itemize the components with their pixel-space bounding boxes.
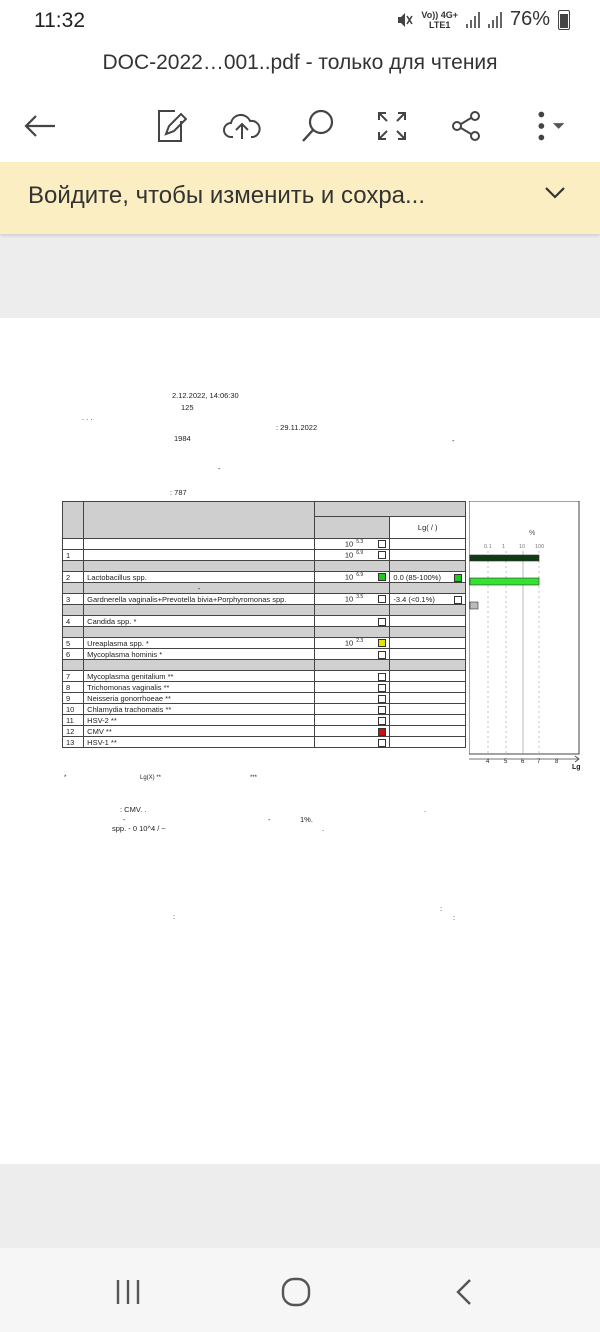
row-lg: [390, 660, 466, 671]
note-spp: spp. - 0 10^4 / ~: [112, 824, 166, 833]
note-dot-2: .: [322, 824, 325, 833]
row-value: [314, 583, 390, 594]
row-lg: [390, 550, 466, 561]
note-dash: -: [123, 815, 126, 824]
row-value: [314, 649, 390, 660]
row-lg: [390, 638, 466, 649]
row-number: 11: [63, 715, 84, 726]
lg-header: Lg( / ): [390, 517, 466, 539]
recent-apps-icon[interactable]: [98, 1272, 158, 1312]
row-number: 12: [63, 726, 84, 737]
row-number: 10: [63, 704, 84, 715]
value-base: 10: [344, 594, 354, 604]
table-row: [63, 594, 466, 605]
row-value: [314, 693, 390, 704]
system-nav-bar: [0, 1248, 600, 1332]
row-name: [84, 627, 315, 638]
pct-tick-label: 100: [535, 544, 545, 550]
note-dash-2: -: [268, 815, 271, 824]
status-checkbox: [378, 573, 386, 581]
table-row: [63, 682, 466, 693]
status-checkbox: [378, 717, 386, 725]
row-name: [84, 660, 315, 671]
row-name: HSV-1 **: [84, 737, 315, 748]
footnote-star3: ***: [250, 775, 258, 781]
bar-gardnerella: [470, 602, 478, 609]
row-value: [314, 704, 390, 715]
table-row: [63, 726, 466, 737]
table-row: [63, 583, 466, 594]
lg-value: 0.0 (85-100%): [393, 572, 441, 582]
status-checkbox: [378, 651, 386, 659]
row-name: [84, 561, 315, 572]
row-name: Neisseria gonorrhoeae **: [84, 693, 315, 704]
row-value: [314, 737, 390, 748]
row-value: [314, 594, 390, 605]
home-icon[interactable]: [266, 1272, 326, 1312]
banner-text: Войдите, чтобы изменить и сохра...: [28, 182, 426, 209]
edit-icon[interactable]: [146, 102, 194, 150]
value-exponent: 6.9: [356, 550, 364, 557]
row-lg: [390, 605, 466, 616]
row-lg: [390, 539, 466, 550]
table-row: [63, 737, 466, 748]
status-icons: [397, 8, 570, 31]
row-number: [63, 539, 84, 550]
table-row: [63, 693, 466, 704]
value-exponent: 3.5: [356, 594, 364, 601]
axis-tick-label: 4: [486, 759, 490, 765]
status-bar: [0, 0, 600, 42]
lg-value: -3.4 (<0.1%): [393, 594, 435, 604]
table-row: [63, 671, 466, 682]
signal-icon: [466, 12, 480, 28]
battery-icon: [558, 10, 570, 30]
row-number: [63, 627, 84, 638]
distribution-chart: [469, 501, 581, 771]
row-lg: [390, 693, 466, 704]
row-value: [314, 660, 390, 671]
row-name: Candida spp. *: [84, 616, 315, 627]
value-exponent: 2.3: [356, 638, 364, 645]
row-lg: [390, 737, 466, 748]
row-lg: [390, 627, 466, 638]
row-name: Ureaplasma spp. *: [84, 638, 315, 649]
share-icon[interactable]: [442, 102, 490, 150]
note-colon-2: :: [173, 912, 176, 921]
pct-tick-label: 1: [502, 544, 506, 550]
status-checkbox: [378, 739, 386, 747]
row-name: Mycoplasma hominis *: [84, 649, 315, 660]
sign-in-banner[interactable]: [0, 162, 600, 234]
row-name: -: [84, 583, 315, 594]
back-icon[interactable]: [434, 1272, 494, 1312]
doc-datetime: 2.12.2022, 14:06:30: [172, 391, 239, 400]
toolbar: [0, 88, 600, 162]
table-row: [63, 550, 466, 561]
status-checkbox: [378, 639, 386, 647]
row-name: Mycoplasma genitalium **: [84, 671, 315, 682]
table-row: [63, 572, 466, 583]
row-number: 13: [63, 737, 84, 748]
bar-lactobacillus: [470, 578, 539, 585]
status-checkbox: [378, 684, 386, 692]
row-name: Gardnerella vaginalis+Prevotella bivia+Porphyromonas spp.: [84, 594, 315, 605]
row-lg: [390, 671, 466, 682]
status-checkbox: [378, 551, 386, 559]
doc-date: : 29.11.2022: [276, 423, 318, 432]
status-checkbox: [378, 695, 386, 703]
value-base: 10: [344, 572, 354, 582]
status-checkbox: [378, 673, 386, 681]
row-value: [314, 561, 390, 572]
row-name: Lactobacillus spp.: [84, 572, 315, 583]
value-exponent: 5.3: [356, 539, 364, 546]
doc-dash: -: [452, 436, 455, 445]
axis-tick-label: 5: [504, 759, 508, 765]
doc-year: 1984: [174, 434, 191, 443]
axis-tick-label: 6: [521, 759, 525, 765]
row-number: [63, 605, 84, 616]
row-lg: [390, 715, 466, 726]
chevron-down-icon[interactable]: [544, 186, 566, 200]
lg-checkbox: [454, 574, 462, 582]
value-exponent: 6.9: [356, 572, 364, 579]
table-row: [63, 704, 466, 715]
row-value: [314, 726, 390, 737]
row-number: 2: [63, 572, 84, 583]
row-name: [84, 550, 315, 561]
row-lg: [390, 583, 466, 594]
signal-icon-2: [488, 12, 502, 28]
footnote-lgx: Lg(X) **: [140, 775, 162, 781]
note-pct: 1%.: [300, 815, 313, 824]
row-number: 1: [63, 550, 84, 561]
row-value: [314, 572, 390, 583]
chart-percent-label: %: [529, 530, 536, 537]
doc-number: 125: [181, 403, 194, 412]
table-row: [63, 649, 466, 660]
battery-percent: 76%: [509, 8, 550, 30]
value-base: 10: [344, 539, 354, 549]
more-icon[interactable]: [526, 102, 574, 150]
note-cmv: : CMV. .: [120, 805, 147, 814]
row-value: [314, 671, 390, 682]
row-lg: [390, 704, 466, 715]
row-name: Trichomonas vaginalis **: [84, 682, 315, 693]
row-name: [84, 539, 315, 550]
row-lg: [390, 682, 466, 693]
table-row: [63, 660, 466, 671]
row-lg: [390, 649, 466, 660]
cloud-upload-icon[interactable]: [218, 102, 266, 150]
note-colon: :: [440, 904, 443, 913]
status-checkbox: [378, 618, 386, 626]
lg-checkbox: [454, 596, 462, 604]
table-row: [63, 638, 466, 649]
row-number: 3: [63, 594, 84, 605]
row-value: [314, 638, 390, 649]
row-name: CMV **: [84, 726, 315, 737]
pct-tick-label: 0.1: [484, 544, 492, 550]
table-row: [63, 561, 466, 572]
doc-dash-2: -: [218, 464, 221, 473]
pct-tick-label: 10: [519, 544, 526, 550]
row-name: [84, 605, 315, 616]
status-checkbox: [378, 540, 386, 548]
row-value: [314, 627, 390, 638]
table-header: [63, 502, 466, 517]
table-row: [63, 627, 466, 638]
fullscreen-icon[interactable]: [368, 102, 416, 150]
table-row: [63, 539, 466, 550]
axis-tick-label: 7: [537, 759, 541, 765]
row-lg: [390, 616, 466, 627]
status-time: 11:32: [34, 9, 85, 32]
row-lg: [390, 726, 466, 737]
mute-icon: [397, 11, 413, 29]
row-number: [63, 583, 84, 594]
row-number: 4: [63, 616, 84, 627]
row-value: [314, 539, 390, 550]
results-table: [62, 501, 466, 748]
row-lg: [390, 561, 466, 572]
footnote-star: *: [64, 775, 67, 781]
network-label: Vo)) 4G+ LTE1: [421, 9, 458, 30]
row-name: HSV-2 **: [84, 715, 315, 726]
table-row: [63, 715, 466, 726]
value-base: 10: [344, 638, 354, 648]
row-value: [314, 550, 390, 561]
row-number: 9: [63, 693, 84, 704]
value-base: 10: [344, 550, 354, 560]
row-number: 8: [63, 682, 84, 693]
table-row: [63, 605, 466, 616]
note-dot: .: [424, 805, 427, 814]
row-lg: [390, 594, 466, 605]
doc-dots: . . .: [82, 413, 93, 422]
back-arrow-icon[interactable]: [16, 102, 64, 150]
status-checkbox: [378, 728, 386, 736]
row-number: [63, 561, 84, 572]
row-number: 7: [63, 671, 84, 682]
status-checkbox: [378, 706, 386, 714]
row-value: [314, 605, 390, 616]
axis-tick-label: 8: [555, 759, 559, 765]
pdf-page: [0, 318, 600, 1164]
search-icon[interactable]: [294, 102, 342, 150]
row-number: [63, 660, 84, 671]
document-title: DOC-2022…001..pdf - только для чтения: [0, 42, 600, 88]
row-number: 5: [63, 638, 84, 649]
bar-total: [470, 555, 539, 561]
row-number: 6: [63, 649, 84, 660]
row-value: [314, 715, 390, 726]
row-lg: [390, 572, 466, 583]
row-value: [314, 682, 390, 693]
row-name: Chlamydia trachomatis **: [84, 704, 315, 715]
note-colon-3: :: [453, 913, 456, 922]
doc-num2: : 787: [170, 488, 187, 497]
status-checkbox: [378, 595, 386, 603]
chart-axis-label: Lg: [572, 764, 581, 771]
row-value: [314, 616, 390, 627]
table-row: [63, 616, 466, 627]
